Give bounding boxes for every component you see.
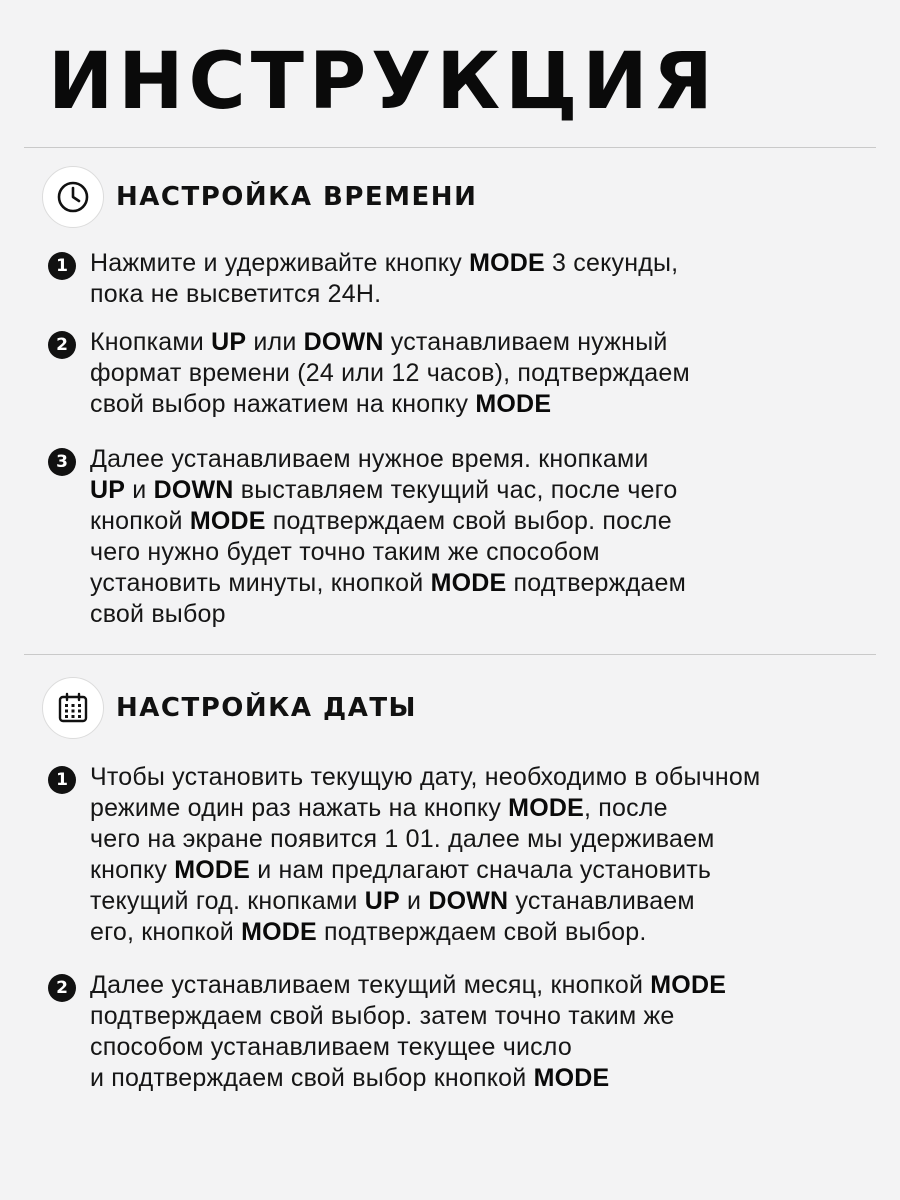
step-text-segment: свой выбор нажатием на кнопку — [90, 390, 476, 418]
step-text-segment: подтверждаем свой выбор. после — [265, 507, 672, 535]
step-line — [90, 568, 686, 599]
step-text-segment: кнопку — [90, 856, 175, 884]
step-line — [90, 248, 678, 279]
section-header-time — [42, 166, 477, 228]
step-text-segment: формат времени (24 или 12 часов), подтверждаем — [90, 359, 690, 387]
step-line — [90, 762, 760, 793]
step-line — [90, 970, 726, 1001]
step-text-segment: чего нужно будет точно таким же способом — [90, 538, 600, 566]
step-line — [90, 824, 760, 855]
step-text-segment: , после — [583, 794, 668, 822]
button-name: MODE — [650, 971, 727, 999]
step-number-badge: 2 — [48, 331, 76, 359]
step-text — [90, 327, 690, 420]
step-text-segment: установить минуты, кнопкой — [90, 569, 431, 597]
step-text-segment: подтверждаем свой выбор. — [316, 918, 647, 946]
step-line — [90, 444, 686, 475]
step-text — [90, 248, 678, 310]
step-text-segment: режиме один раз нажать на кнопку — [90, 794, 509, 822]
step-line — [90, 537, 686, 568]
step-text-segment: или — [246, 328, 304, 356]
step-text-segment: подтверждаем — [506, 569, 686, 597]
step-text-segment: и нам предлагают сначала установить — [250, 856, 712, 884]
button-name: MODE — [430, 569, 507, 597]
button-name: MODE — [174, 856, 251, 884]
button-name: DOWN — [153, 476, 234, 504]
button-name: UP — [211, 328, 247, 356]
step-line — [90, 506, 686, 537]
step-text-segment: и — [399, 887, 429, 915]
time-step-1 — [48, 248, 878, 310]
step-text-segment: пока не высветится 24H. — [90, 280, 382, 308]
step-number-badge: 1 — [48, 766, 76, 794]
button-name: UP — [364, 887, 400, 915]
step-text-segment: Далее устанавливаем текущий месяц, кнопкой — [90, 971, 651, 999]
step-text-segment: Чтобы установить текущую дату, необходимо в обычном — [90, 763, 761, 791]
section-divider — [24, 654, 876, 655]
step-text-segment: Нажмите и удерживайте кнопку — [90, 249, 470, 277]
step-number-badge: 3 — [48, 448, 76, 476]
button-name: UP — [90, 476, 126, 504]
step-line — [90, 1001, 726, 1032]
step-line — [90, 475, 686, 506]
step-text-segment: выставляем текущий час, после чего — [233, 476, 678, 504]
calendar-icon — [42, 677, 104, 739]
step-line — [90, 279, 678, 310]
top-divider — [24, 147, 876, 148]
step-text-segment: свой выбор — [90, 600, 226, 628]
page-title: ИНСТРУКЦИЯ — [48, 37, 718, 127]
step-text — [90, 970, 726, 1094]
step-text — [90, 762, 760, 948]
step-number-badge: 1 — [48, 252, 76, 280]
step-text-segment: способом устанавливаем текущее число — [90, 1033, 572, 1061]
step-line — [90, 855, 760, 886]
button-name: MODE — [508, 794, 584, 822]
step-text-segment: 3 секунды, — [544, 249, 679, 277]
section-title-date: НАСТРОЙКА ДАТЫ — [116, 693, 417, 723]
step-text-segment: устанавливаем нужный — [383, 328, 668, 356]
step-line — [90, 1063, 726, 1094]
step-text-segment: кнопкой — [90, 507, 190, 535]
button-name: MODE — [189, 507, 266, 535]
step-line — [90, 599, 686, 630]
button-name: DOWN — [303, 328, 384, 356]
step-line — [90, 793, 760, 824]
step-text-segment: и — [125, 476, 154, 504]
step-line — [90, 389, 690, 420]
button-name: MODE — [533, 1064, 610, 1092]
section-header-date — [42, 677, 417, 739]
step-text-segment: чего на экране появится 1 01. далее мы удерживаем — [90, 825, 715, 853]
button-name: MODE — [475, 390, 552, 418]
time-step-2 — [48, 327, 878, 420]
step-number-badge: 2 — [48, 974, 76, 1002]
step-line — [90, 1032, 726, 1063]
step-text — [90, 444, 686, 630]
step-text-segment: подтверждаем свой выбор. затем точно таким же — [90, 1002, 675, 1030]
button-name: MODE — [241, 918, 317, 946]
step-text-segment: Далее устанавливаем нужное время. кнопками — [90, 445, 649, 473]
step-text-segment: его, кнопкой — [90, 918, 242, 946]
step-line — [90, 358, 690, 389]
date-step-1 — [48, 762, 878, 948]
date-step-2 — [48, 970, 878, 1094]
step-line — [90, 917, 760, 948]
button-name: DOWN — [428, 887, 509, 915]
step-text-segment: Кнопками — [90, 328, 212, 356]
step-line — [90, 886, 760, 917]
step-text-segment: устанавливаем — [508, 887, 695, 915]
clock-icon — [42, 166, 104, 228]
step-line — [90, 327, 690, 358]
section-title-time: НАСТРОЙКА ВРЕМЕНИ — [116, 182, 478, 212]
step-text-segment: текущий год. кнопками — [90, 887, 365, 915]
step-text-segment: и подтверждаем свой выбор кнопкой — [90, 1064, 534, 1092]
time-step-3 — [48, 444, 878, 630]
button-name: MODE — [469, 249, 545, 277]
